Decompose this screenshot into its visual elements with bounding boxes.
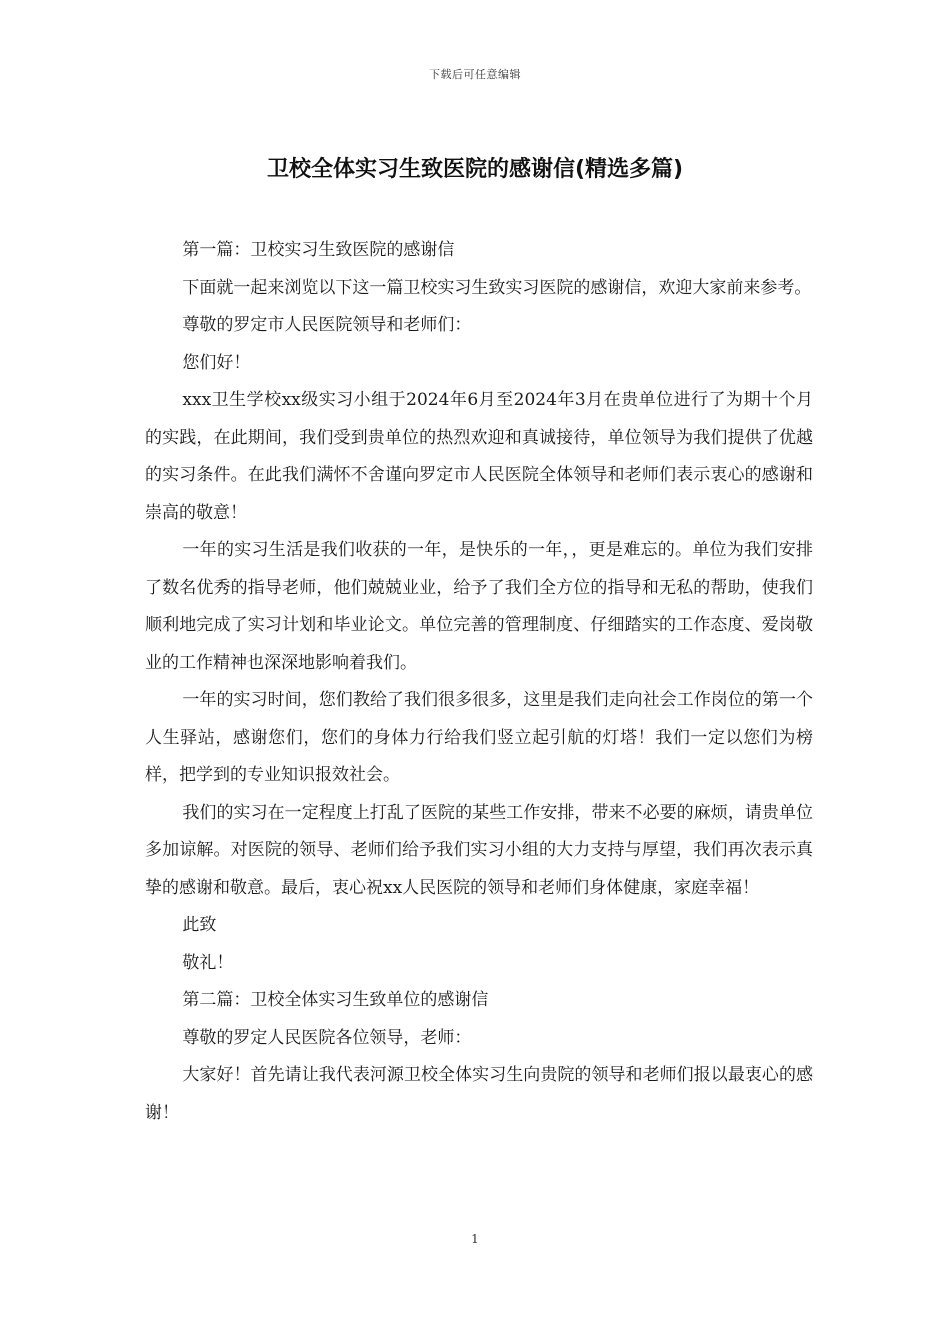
salutation: 尊敬的罗定人民医院各位领导，老师： bbox=[182, 1027, 472, 1048]
section-heading-2: 第二篇：卫校全体实习生致单位的感谢信 bbox=[182, 990, 489, 1010]
section-heading-1: 第一篇：卫校实习生致医院的感谢信 bbox=[182, 240, 455, 260]
page-number: 1 bbox=[471, 1232, 479, 1246]
paragraph-body: xxx卫生学校xx级实习小组于2024年6月至2024年3月在贵单位进行了为期十个月的实践，在此期间，我们受到贵单位的热烈欢迎和真诚接待，单位领导为我们提供了优越的实习条件。在此我们满怀不舍谨向罗定市人民医院全体领导和老师们表示衷心的感谢和崇高的敬意！ bbox=[145, 390, 813, 523]
paragraph-body: 我们的实习在一定程度上打乱了医院的某些工作安排，带来不必要的麻烦，请贵单位多加谅解。对医院的领导、老师们给予我们实习小组的大力支持与厚望，我们再次表示真挚的感谢和敬意。最后，衷心祝xx人民医院的领导和老师们身体健康，家庭幸福！ bbox=[145, 802, 813, 898]
document-title: 卫校全体实习生致医院的感谢信(精选多篇) bbox=[266, 157, 684, 182]
header-note: 下载后可任意编辑 bbox=[429, 68, 521, 81]
salutation: 尊敬的罗定市人民医院领导和老师们： bbox=[182, 315, 472, 335]
closing-line: 敬礼！ bbox=[182, 952, 234, 973]
paragraph-body: 大家好！首先请让我代表河源卫校全体实习生向贵院的领导和老师们报以最衷心的感谢！ bbox=[145, 1065, 813, 1123]
document-body bbox=[145, 232, 813, 1132]
greeting: 您们好！ bbox=[182, 352, 251, 373]
closing-line: 此致 bbox=[182, 915, 217, 935]
paragraph-body: 一年的实习生活是我们收获的一年，是快乐的一年，，更是难忘的。单位为我们安排了数名优秀的指导老师，他们兢兢业业，给予了我们全方位的指导和无私的帮助，使我们顺利地完成了实习计划和毕业论文。单位完善的管理制度、仔细踏实的工作态度、爱岗敬业的工作精神也深深地影响着我们。 bbox=[145, 540, 813, 673]
paragraph-body: 一年的实习时间，您们教给了我们很多很多，这里是我们走向社会工作岗位的第一个人生驿站，感谢您们，您们的身体力行给我们竖立起引航的灯塔！我们一定以您们为榜样，把学到的专业知识报效社会。 bbox=[145, 690, 813, 785]
paragraph-intro: 下面就一起来浏览以下这一篇卫校实习生致实习医院的感谢信，欢迎大家前来参考。 bbox=[182, 277, 812, 298]
